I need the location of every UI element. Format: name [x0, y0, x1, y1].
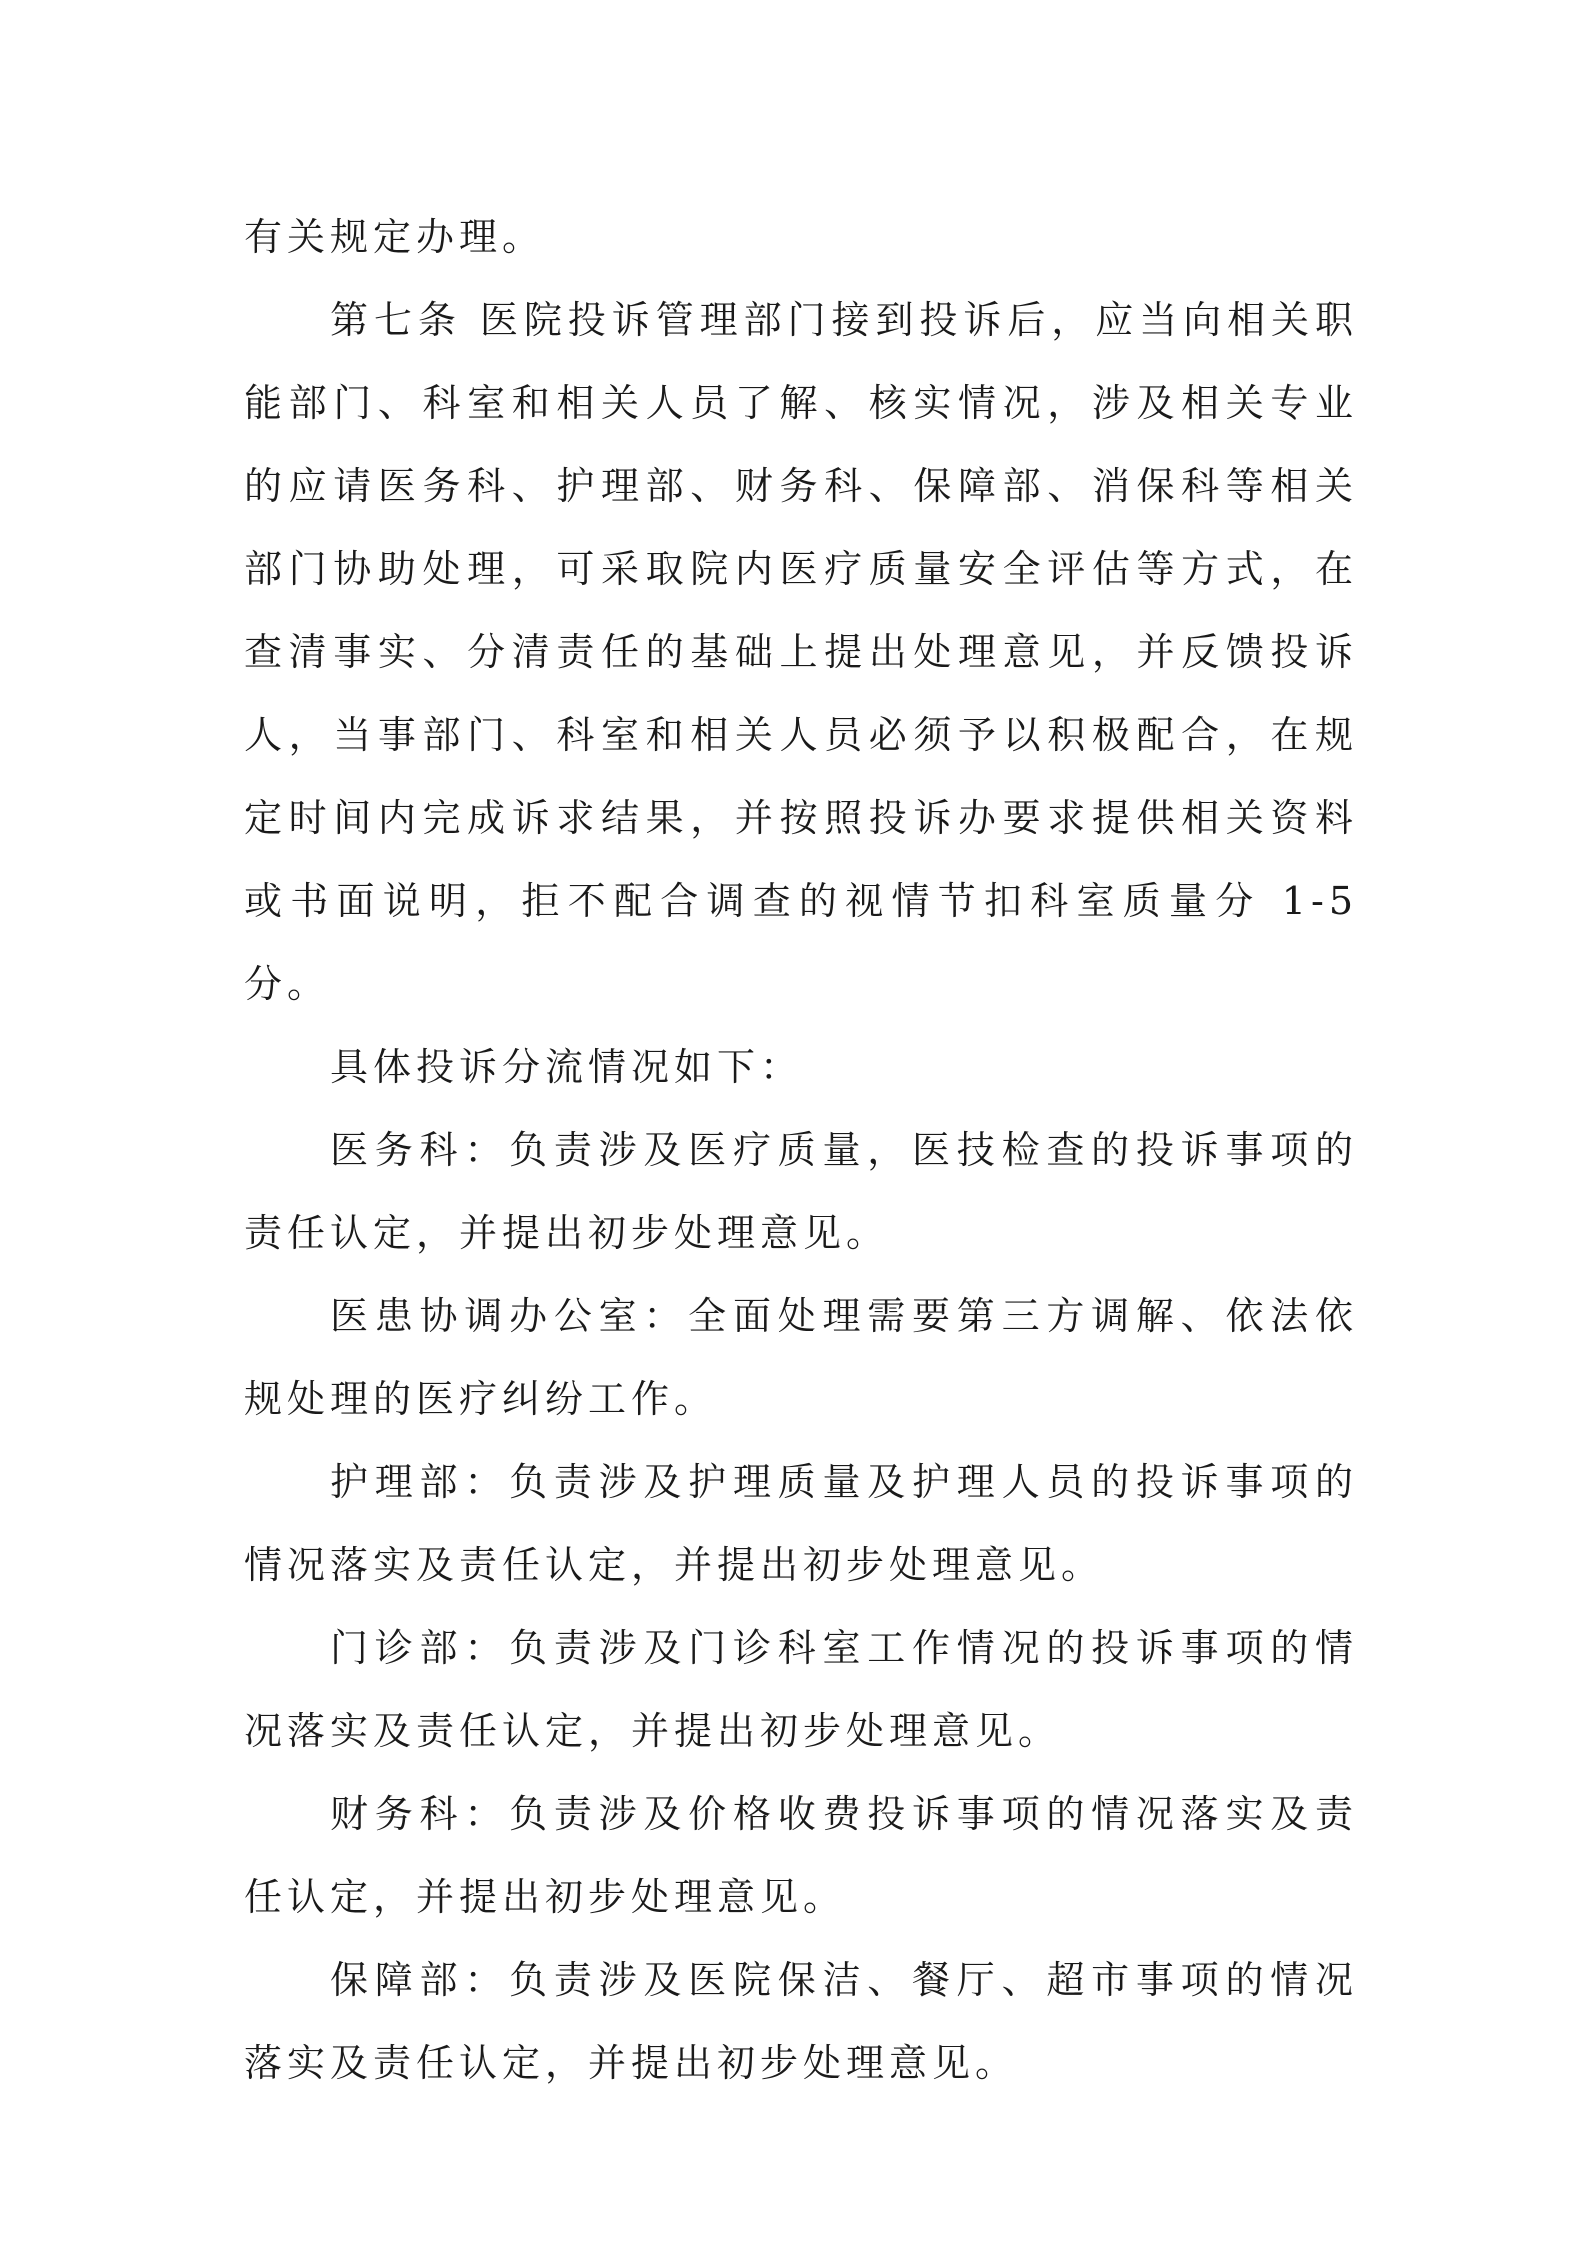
paragraph-medical-affairs: 医务科：负责涉及医疗质量，医技检查的投诉事项的责任认定，并提出初步处理意见。 — [244, 1128, 1358, 1255]
document-body — [244, 196, 1358, 2105]
paragraph-logistics: 保障部：负责涉及医院保洁、餐厅、超市事项的情况落实及责任认定，并提出初步处理意见。 — [244, 1958, 1358, 2085]
paragraph-article-seven: 第七条 医院投诉管理部门接到投诉后，应当向相关职能部门、科室和相关人员了解、核实情况，涉及相关专业的应请医务科、护理部、财务科、保障部、消保科等相关部门协助处理，可采取院内医疗质量安全评估等方式，在查清事实、分清责任的基础上提出处理意见，并反馈投诉人，当事部门、科室和相关人员必须予以积极配合，在规定时间内完成诉求结果，并按照投诉办要求提供相关资料或书面说明，拒不配合调查的视情节扣科室质量分 1-5 分。 — [244, 298, 1358, 1006]
paragraph-distribution-intro: 具体投诉分流情况如下： — [330, 1045, 804, 1089]
paragraph-patient-coordination: 医患协调办公室：全面处理需要第三方调解、依法依规处理的医疗纠纷工作。 — [244, 1294, 1358, 1421]
paragraph-outpatient: 门诊部：负责涉及门诊科室工作情况的投诉事项的情况落实及责任认定，并提出初步处理意见。 — [244, 1626, 1358, 1753]
paragraph-finance: 财务科：负责涉及价格收费投诉事项的情况落实及责任认定，并提出初步处理意见。 — [244, 1792, 1358, 1919]
paragraph-continuation: 有关规定办理。 — [244, 215, 546, 259]
paragraph-nursing: 护理部：负责涉及护理质量及护理人员的投诉事项的情况落实及责任认定，并提出初步处理意见。 — [244, 1460, 1358, 1587]
